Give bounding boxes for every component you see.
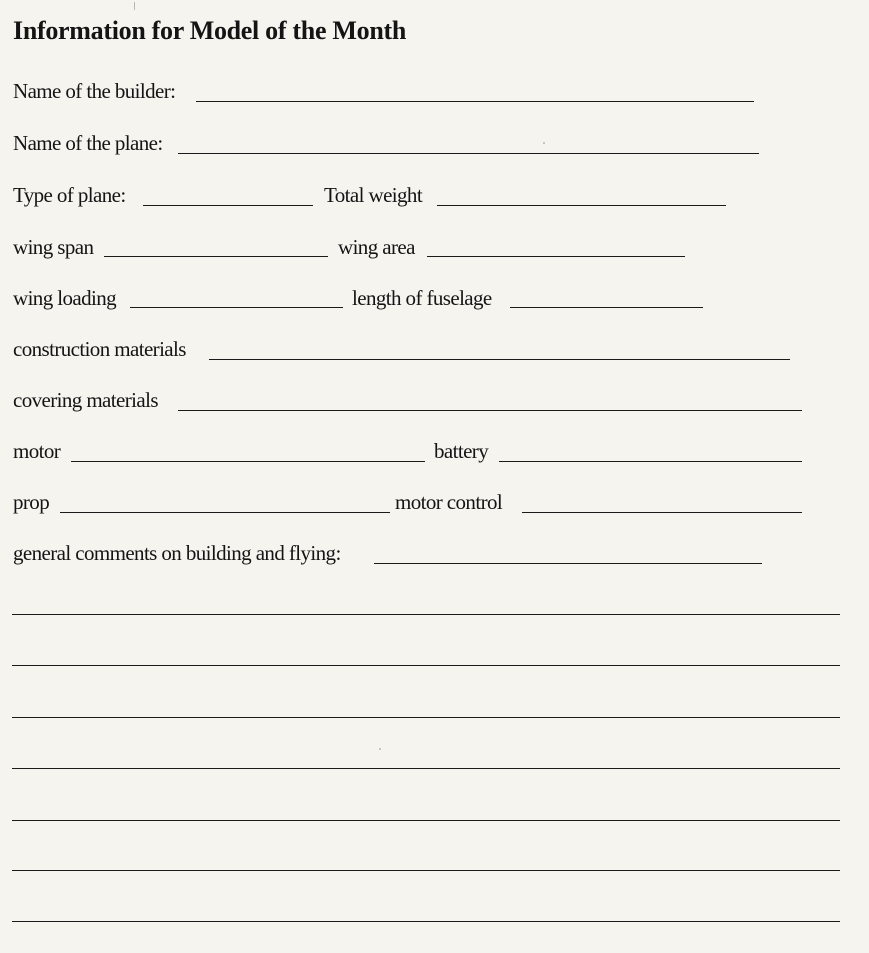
comment-line[interactable]	[12, 665, 840, 666]
scan-speck	[379, 748, 381, 750]
wing-loading-line[interactable]	[130, 307, 343, 308]
plane-type-line[interactable]	[143, 205, 313, 206]
general-comments-label: general comments on building and flying:	[13, 541, 341, 565]
builder-name-line[interactable]	[196, 101, 754, 102]
covering-materials-label: covering materials	[13, 388, 158, 412]
wing-loading-label: wing loading	[13, 286, 117, 310]
comment-line[interactable]	[12, 717, 840, 718]
covering-materials-line[interactable]	[178, 410, 802, 411]
fuselage-length-label: length of fuselage	[352, 286, 492, 310]
total-weight-line[interactable]	[437, 205, 726, 206]
motor-control-line[interactable]	[522, 512, 802, 513]
comment-line[interactable]	[12, 614, 840, 615]
prop-label: prop	[13, 490, 50, 514]
plane-name-line[interactable]	[178, 153, 759, 154]
comment-line[interactable]	[12, 921, 840, 922]
form-title: Information for Model of the Month	[13, 16, 407, 45]
construction-materials-line[interactable]	[209, 359, 790, 360]
motor-label: motor	[13, 439, 61, 463]
wing-area-line[interactable]	[427, 256, 685, 257]
motor-control-label: motor control	[395, 490, 503, 514]
wing-span-label: wing span	[13, 235, 94, 259]
scan-speck	[543, 142, 545, 144]
comment-line[interactable]	[12, 820, 840, 821]
plane-type-label: Type of plane:	[13, 183, 126, 207]
builder-name-label: Name of the builder:	[13, 79, 176, 103]
total-weight-label: Total weight	[324, 183, 423, 207]
comment-line[interactable]	[12, 870, 840, 871]
wing-span-line[interactable]	[104, 256, 328, 257]
construction-materials-label: construction materials	[13, 337, 186, 361]
general-comments-line[interactable]	[374, 563, 762, 564]
comment-line[interactable]	[12, 768, 840, 769]
plane-name-label: Name of the plane:	[13, 131, 163, 155]
scan-speck	[134, 2, 135, 10]
motor-line[interactable]	[71, 461, 425, 462]
wing-area-label: wing area	[338, 235, 415, 259]
prop-line[interactable]	[60, 512, 390, 513]
fuselage-length-line[interactable]	[510, 307, 703, 308]
battery-line[interactable]	[499, 461, 802, 462]
battery-label: battery	[434, 439, 489, 463]
